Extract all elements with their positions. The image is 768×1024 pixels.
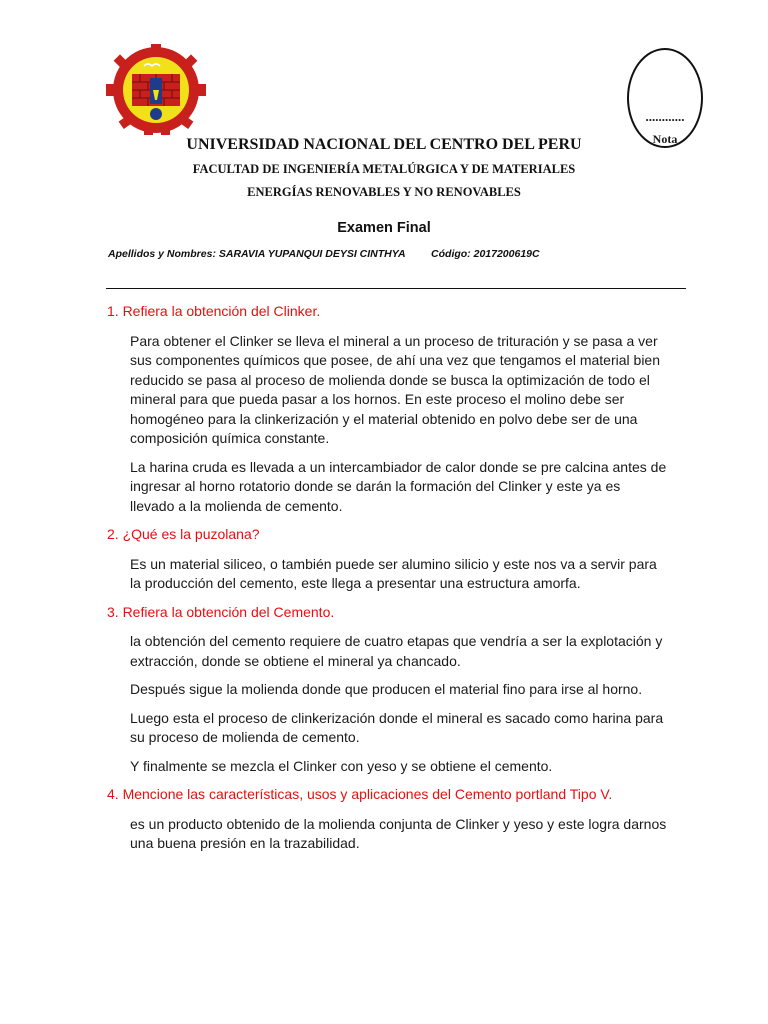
student-name: SARAVIA YUPANQUI DEYSI CINTHYA	[218, 248, 406, 260]
student-info	[108, 248, 540, 260]
question-3: 3. Refiera la obtención del Cemento.	[107, 603, 335, 620]
faculty-logo	[104, 44, 208, 136]
answer-3-paragraph-1: la obtención del cemento requiere de cuatro etapas que vendría a ser la explotación y extracción, donde se obtiene el mineral ya chancado.	[130, 633, 663, 669]
university-title: UNIVERSIDAD NACIONAL DEL CENTRO DEL PERU	[186, 136, 582, 153]
code-value: 2017200619C	[473, 248, 540, 260]
exam-content	[107, 302, 667, 863]
answer-4-paragraph-1: es un producto obtenido de la molienda conjunta de Clinker y yeso y este logra darnos una buena presión en la trazabilidad.	[130, 815, 667, 851]
grade-box	[627, 48, 703, 148]
answer-3-paragraph-4: Y finalmente se mezcla el Clinker con yeso y se obtiene el cemento.	[130, 757, 553, 774]
question-2: 2. ¿Qué es la puzolana?	[107, 526, 260, 542]
faculty-title: FACULTAD DE INGENIERÍA METALÚRGICA Y DE MATERIALES	[192, 162, 576, 176]
answer-3-paragraph-3: Luego esta el proceso de clinkerización donde el mineral es sacado como harina para su proceso de molienda de cemento.	[130, 709, 664, 745]
grade-label: Nota	[652, 132, 678, 146]
answer-1-paragraph-2: La harina cruda es llevada a un intercambiador de calor donde se pre calcina antes de ingresar al horno rotatorio donde se darán la formación del Clinker y este ya es llevado a la molienda de cemento.	[130, 458, 667, 514]
course-title: ENERGÍAS RENOVABLES Y NO RENOVABLES	[247, 185, 521, 199]
answer-1-paragraph-1: Para obtener el Clinker se lleva el mineral a un proceso de trituración y se pasa a ver sus componentes químicos que posee, de ahí una vez que tengamos el material bien reducido se pasa al proceso de molienda donde se busca la optimización de todo el mineral para que pueda pasar a los hornos. En este proceso el molino debe ser homogéneo para la clinkerización y el material obtenido en polvo debe ser de una composición química constante.	[130, 332, 660, 446]
student-label: Apellidos y Nombres:	[108, 248, 216, 260]
answer-2-paragraph-1: Es un material siliceo, o también puede ser alumino silicio y este nos va a servir para la producción del cemento, este llega a presentar una estructura amorfa.	[130, 555, 657, 591]
question-4: 4. Mencione las características, usos y aplicaciones del Cemento portland Tipo V.	[107, 786, 613, 802]
grade-dots: ............	[645, 109, 685, 124]
header-divider	[106, 288, 686, 289]
question-1: 1. Refiera la obtención del Clinker.	[107, 303, 321, 319]
code-label: Código:	[431, 248, 471, 260]
exam-title: Examen Final	[337, 220, 431, 236]
answer-3-paragraph-2: Después sigue la molienda donde que producen el material fino para irse al horno.	[130, 681, 643, 697]
